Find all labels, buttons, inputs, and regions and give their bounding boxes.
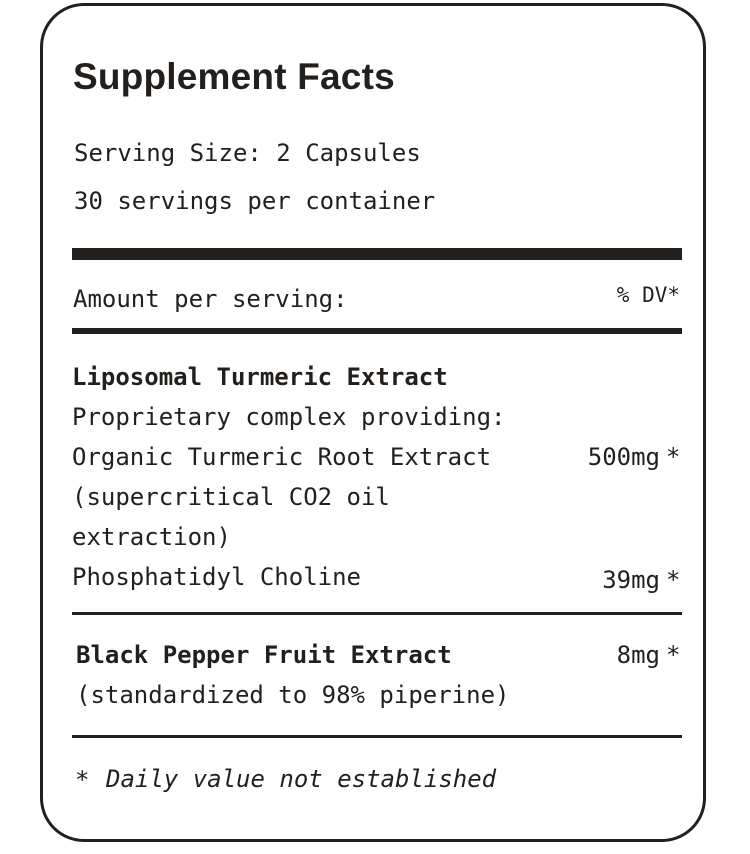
footnote-text: Daily value not established (106, 765, 497, 793)
turmeric-heading: Liposomal Turmeric Extract (72, 363, 448, 391)
phosphatidyl-choline-name: Phosphatidyl Choline (72, 563, 361, 591)
phosphatidyl-choline-amount: 39mg (602, 566, 660, 594)
servings-per-container: 30 servings per container (74, 187, 436, 215)
serving-size: Serving Size: 2 Capsules (74, 139, 421, 167)
black-pepper-note: (standardized to 98% piperine) (76, 681, 510, 709)
turmeric-root-name: Organic Turmeric Root Extract (72, 443, 492, 471)
thick-divider (72, 248, 682, 260)
black-pepper-amount: 8mg (616, 641, 660, 669)
footnote-marker: * (75, 766, 90, 794)
black-pepper-name: Black Pepper Fruit Extract (76, 641, 452, 669)
black-pepper-dv: * (666, 641, 681, 669)
proprietary-complex-label: Proprietary complex providing: (72, 403, 506, 431)
amount-per-serving-label: Amount per serving: (73, 285, 348, 313)
medium-divider (72, 328, 682, 334)
daily-value-header: % DV* (616, 283, 680, 307)
phosphatidyl-choline-dv: * (666, 566, 681, 594)
thin-divider-1 (72, 612, 682, 615)
turmeric-root-dv: * (666, 443, 681, 471)
turmeric-root-note-line1: (supercritical CO2 oil (72, 483, 390, 511)
thin-divider-2 (72, 735, 682, 738)
turmeric-root-amount: 500mg (587, 443, 660, 471)
panel-title: Supplement Facts (73, 56, 395, 97)
turmeric-root-note-line2: extraction) (72, 523, 231, 551)
